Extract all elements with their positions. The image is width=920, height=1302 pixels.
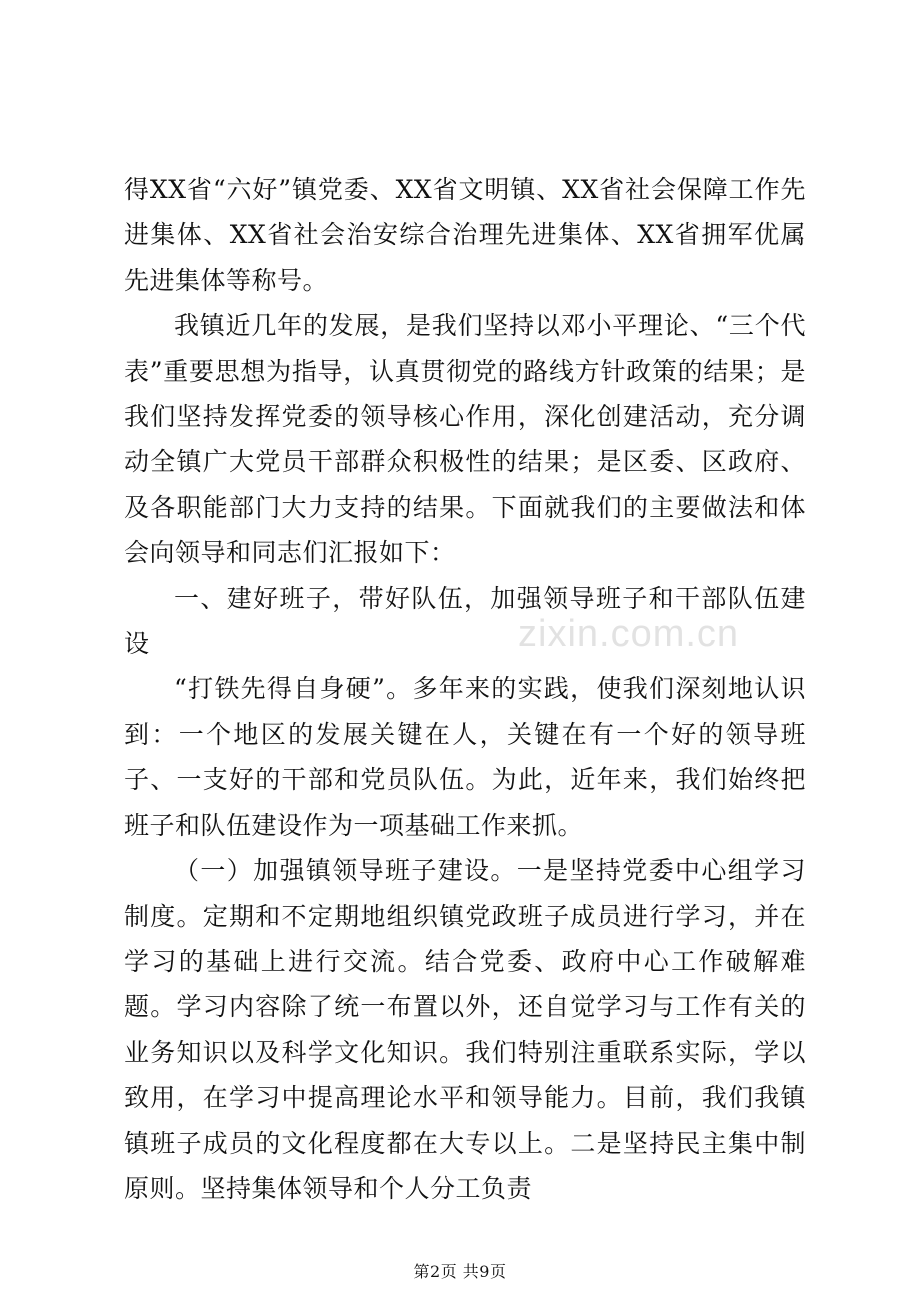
section-heading-1: 一、建好班子，带好队伍，加强领导班子和干部队伍建设: [124, 583, 806, 659]
paragraph-team-building: “打铁先得自身硬”。多年来的实践，使我们深刻地认识到：一个地区的发展关键在人，关键在有一个好的领导班子、一支好的干部和党员队伍。为此，近年来，我们始终把班子和队伍建设作为一项基础工作来抓。: [124, 674, 806, 840]
paragraph-intro-continuation: 得XX省“六好”镇党委、XX省文明镇、XX省社会保障工作先进集体、XX省社会治安综合治理先进集体、XX省拥军优属先进集体等称号。: [124, 175, 806, 295]
paragraph-leadership-building: （一）加强镇领导班子建设。一是坚持党委中心组学习制度。定期和不定期地组织镇党政班子成员进行学习，并在学习的基础上进行交流。结合党委、政府中心工作破解难题。学习内容除了统一布置以外，还自觉学习与工作有关的业务知识以及科学文化知识。我们特别注重联系实际，学以致用，在学习中提高理论水平和领导能力。目前，我们我镇镇班子成员的文化程度都在大专以上。二是坚持民主集中制原则。坚持集体领导和个人分工负责: [124, 856, 806, 1203]
watermark-text: zixin.com.cn: [518, 613, 740, 655]
paragraph-development-summary: 我镇近几年的发展，是我们坚持以邓小平理论、“三个代表”重要思想为指导，认真贯彻党的路线方针政策的结果；是我们坚持发挥党委的领导核心作用，深化创建活动，充分调动全镇广大党员干部群众积极性的结果；是区委、区政府、及各职能部门大力支持的结果。下面就我们的主要做法和体会向领导和同志们汇报如下：: [124, 311, 806, 568]
page-footer: 第2页 共9页: [413, 1262, 507, 1281]
document-body: [124, 167, 806, 1211]
